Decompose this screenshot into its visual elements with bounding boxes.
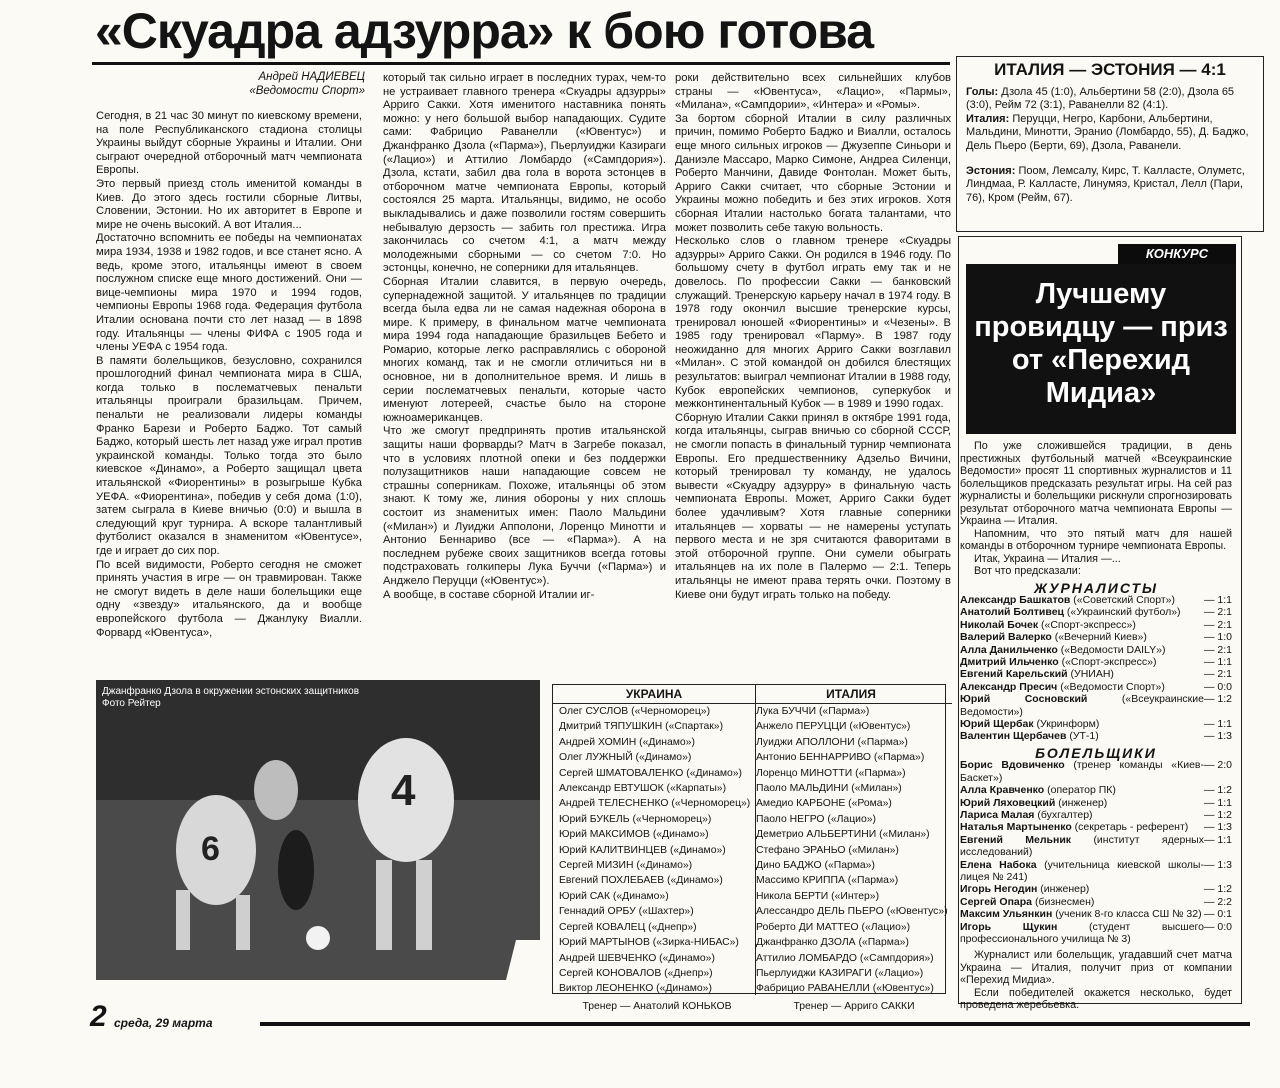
predictor-name: Максим Ульянкин — [960, 908, 1053, 921]
predicted-score: — 2:0 — [1203, 759, 1232, 772]
predictor — [960, 821, 1188, 833]
contest-prompt: Итак, Украина — Италия —... — [974, 552, 1121, 565]
headline-rule — [92, 62, 950, 65]
prediction-row — [960, 784, 1232, 796]
predicted-score: — 1:3 — [1203, 858, 1232, 871]
player-entry: Лоренцо МИНОТТИ («Парма») — [756, 767, 906, 779]
contest-outro-2: Если победителей окажется несколько, будет проведена жеребьевка. — [960, 986, 1232, 1012]
predicted-score: — 1:2 — [1203, 693, 1232, 706]
predicted-score: — 2:1 — [1203, 668, 1232, 681]
predictor-name: Наталья Мартыненко — [960, 821, 1072, 834]
predictor-name: Игорь Негодин — [960, 883, 1038, 896]
predicted-score: — 1:2 — [1203, 784, 1232, 797]
predicted-score: — 0:0 — [1203, 680, 1232, 693]
goals-label: Голы: — [966, 86, 999, 98]
predictor-org: («Украинский футбол») — [1064, 606, 1181, 619]
player-entry: Луиджи АПОЛЛОНИ («Парма») — [756, 736, 908, 748]
player-entry: Сергей ШМАТОВАЛЕНКО («Динамо») — [559, 767, 743, 779]
predictor-org: («Спорт-экспресс») — [1038, 618, 1136, 631]
player-entry: Лука БУЧЧИ («Парма») — [756, 706, 870, 717]
ukraine-lineup — [553, 685, 756, 1012]
player-entry: Алессандро ДЕЛЬ ПЬЕРО («Ювентус») — [756, 906, 948, 918]
predictor-org: («Вечерний Киев») — [1051, 631, 1147, 644]
player-entry: Массимо КРИППА («Парма») — [756, 875, 899, 887]
player-entry: Андрей ТЕЛЕСНЕНКО («Черноморец») — [559, 798, 751, 810]
prediction-row — [960, 883, 1232, 895]
predicted-score: — 2:1 — [1203, 618, 1232, 631]
ukraine-heading: УКРАИНА — [553, 685, 755, 704]
prediction-row — [960, 834, 1232, 859]
predictor-org: (УТ-1) — [1066, 730, 1099, 743]
goals-line — [966, 86, 1250, 113]
predicted-score: — 0:1 — [1203, 908, 1232, 921]
prediction-row — [960, 644, 1232, 656]
italy-lineup-line — [966, 113, 1250, 153]
predictor — [960, 594, 1175, 606]
outlet: «Ведомости Спорт» — [249, 85, 365, 97]
predicted-score: — 1:1 — [1203, 718, 1232, 731]
predictor-name: Елена Набока — [960, 858, 1037, 871]
player-entry: Геннадий ОРБУ («Шахтер») — [559, 906, 694, 918]
player-entry: Стефано ЭРАНЬО («Милан») — [756, 844, 899, 856]
prediction-row — [960, 718, 1232, 730]
predictor — [960, 908, 1202, 920]
photo-credit: Фото Рейтер — [102, 698, 161, 709]
italy-text: Перуцци, Негро, Карбони, Альбертини, Мальдини, Минотти, Эранио (Ломбардо, 55), Д. Баджо, Дель Пьеро (Берти, 69), Дзола, Раванели. — [966, 112, 1249, 152]
match-photo-image — [96, 680, 540, 980]
svg-text:4: 4 — [391, 766, 416, 815]
predicted-score: — 1:1 — [1203, 833, 1232, 846]
predictor-name: Юрий Ляховецкий — [960, 796, 1056, 809]
contest-prompt-2: Вот что предсказали: — [974, 565, 1081, 577]
player-entry: Александр ЕВТУШОК («Карпаты») — [559, 783, 727, 795]
player-entry: Паоло МАЛЬДИНИ («Милан») — [756, 783, 902, 795]
author: Андрей НАДИЕВЕЦ — [258, 71, 365, 83]
player-entry: Фабрицио РАВАНЕЛЛИ («Ювентус») — [756, 983, 934, 995]
player-entry: Сергей КОВАЛЕЦ («Днепр») — [559, 921, 697, 933]
predictor — [960, 921, 1204, 946]
predictor-org: (тренер команды «Киев-Баскет») — [960, 759, 1204, 784]
prediction-row — [960, 896, 1232, 908]
predictor-org: (бизнесмен) — [1032, 895, 1095, 908]
predictor-name: Сергей Опара — [960, 895, 1033, 908]
contest-title: Лучшему провидцу — приз от «Перехид Мидиа» — [966, 264, 1236, 434]
player-entry: Андрей ШЕВЧЕНКО («Динамо») — [559, 952, 715, 964]
prediction-row — [960, 681, 1232, 693]
ukraine-players — [559, 704, 755, 997]
prediction-row — [960, 606, 1232, 618]
predictor — [960, 797, 1107, 809]
italy-coach: Тренер — Арриго САККИ — [793, 1000, 915, 1012]
prediction-row — [960, 619, 1232, 631]
prediction-row — [960, 730, 1232, 742]
prediction-row — [960, 594, 1232, 606]
prediction-row — [960, 693, 1232, 718]
player-entry: Никола БЕРТИ («Интер») — [756, 890, 880, 902]
player-entry: Юрий САК («Динамо») — [559, 890, 669, 902]
prediction-row — [960, 921, 1232, 946]
predictor-name: Александр Башкатов — [960, 594, 1071, 606]
predictor-name: Борис Вдовиченко — [960, 759, 1065, 772]
predicted-score: — 1:1 — [1203, 796, 1232, 809]
predictor-org: («Ведомости Спорт») — [1057, 680, 1165, 693]
predictor-name: Алла Кравченко — [960, 784, 1045, 797]
predicted-score: — 2:1 — [1203, 606, 1232, 619]
predictor-name: Евгений Карельский — [960, 668, 1068, 681]
goals-text: Дзола 45 (1:0), Альбертини 58 (2:0), Дзола 65 (3:0), Рейм 72 (3:1), Раванелли 82 (4:1). — [966, 86, 1235, 112]
predictor-org: (ученик 8-го класса СШ № 32) — [1052, 908, 1202, 921]
predictor — [960, 656, 1156, 668]
player-entry: Анжело ПЕРУЦЦИ («Ювентус») — [756, 721, 911, 733]
player-entry: Аттилио ЛОМБАРДО («Сампдория») — [756, 952, 934, 964]
article-column-1: Сегодня, в 21 час 30 минут по киевскому времени, на поле Республиканского стадиона столицы Украины выйдут сборные Украины и Италии. Они сыграют очередной отборочный матч чемпионата Европы. Это первый приезд столь именитой команды в Киев. До этого здесь гостили сборные Литвы, Словении, Эстонии. Но их авторитет в Европе и мире не очень высокий. А вот Италия... Достаточно вспомнить ее победы на чемпионатах мира 1934, 1938 и 1982 годов, и все станет ясно. А ведь, кроме этого, итальянцы имеют в своем послужном списке еще много достижений. Они — вице-чемпионы мира 1970 и 1994 годов, чемпионы Европы 1968 года. Федерация футбола Италии основана почти сто лет назад — в 1898 году. Итальянцы — члены ФИФА с 1905 года и члены УЕФА с 1954 года. В памяти болельщиков, безусловно, сохранился прошлогодний финал чемпионата мира в США, когда только в послематчевых пенальти итальянцы проиграли бразильцам. Причем, пенальти не реализовали лидеры команды Франко Барези и Роберто Баджо. Тот самый Баджо, который шесть лет назад уже играл против украинской команды. Только тогда это было киевское «Динамо», а Роберто защищал цвета итальянской «Фиорентины» в розыгрыше Кубка УЕФА. «Фиорентина», победив у себя дома (1:0), затем сыграла в Киеве вничью (0:0) и вышла в следующий круг турнира. А вскоре талантливый футболист оказался в знаменитом «Ювентусе», где и играет до сих пор. По всей видимости, Роберто сегодня не сможет принять участия в игре — он травмирован. Также не смогут видеть в деле наши болельщики еще одну «звезду» итальянского, да и вообще европейского футбола — Джанлуку Виалли. Форвард «Ювентуса», — [96, 110, 362, 639]
predicted-score: — 1:2 — [1203, 883, 1232, 896]
predictor-name: Николай Бочек — [960, 618, 1039, 631]
predictor — [960, 718, 1099, 730]
predictor — [960, 730, 1099, 742]
predictor-name: Евгений Мельник — [960, 833, 1072, 846]
predictor-org: (Укринформ) — [1033, 718, 1100, 731]
player-entry: Деметрио АЛЬБЕРТИНИ («Милан») — [756, 829, 930, 841]
predictor — [960, 759, 1204, 784]
predicted-score: — 1:1 — [1203, 594, 1232, 606]
italy-lineup — [750, 685, 952, 1014]
prediction-row — [960, 809, 1232, 821]
predictor-name: Анатолий Болтивец — [960, 606, 1064, 619]
contest-outro-1: Журналист или болельщик, угадавший счет матча Украина — Италия, получит приз от компании «Перехид Мидиа». — [960, 949, 1232, 987]
predictor-name: Юрий Щербак — [960, 718, 1034, 731]
article-column-3: роки действительно всех сильнейших клубов страны — «Ювентуса», «Лацио», «Пармы», «Милана», «Сампдории», «Интера» и «Ромы». За бортом сборной Италии в силу различных причин, помимо Роберто Баджо и Виалли, осталось еще много сильных игроков — Джузеппе Синьори и Даниэле Массаро, Марко Симоне, Андреа Силенци, Роберто Манчини, Давиде Фонтолан. Может быть, Арриго Сакки считает, что сборные Эстонии и Украины можно победить и без этих игроков. Хотя сборная Италии настолько богата талантами, что может позволить себе такую вольность. Несколько слов о главном тренере «Скуадры адзурры» Арриго Сакки. Он родился в 1946 году. По большому счету в футбол играть ему так и не довелось. По профессии Сакки — банковский служащий. Тренерскую карьеру начал в 1974 году. В 1978 году окончил высшие тренерские курсы, тренировал юношей «Фиорентины» и «Чезены». В 1985 году тренировал «Парму». В 1987 году неожиданно для многих Арриго Сакки возглавил «Милан». С этой командой он добился блестящих результатов: выиграл чемпионат Италии в 1988 году, Кубок европейских чемпионов, суперкубок и межконтинентальный Кубок — в 1989 и 1990 годах. Сборную Италии Сакки принял в октябре 1991 года, когда итальянцы, сыграв вничью со сборной СССР, не смогли попасть в финальный турнир чемпионата Европы. Его предшественнику Адзельо Вичини, который тренировал ту команду, не удалось вывести «Скуадру адзурру» в финальную часть чемпионата Европы. Может, Арриго Сакки будет более удачливым? Хотя главные соперники итальянцев — хорваты — не намерены уступать первого места и не зря считаются фаворитами в этой отборочной группе. Они сумели обыграть итальянцев на их поле в Палермо — 2:1. Теперь итальянцы не имеют права терять очки. Поэтому в Киеве они будут играть только на победу. — [675, 72, 951, 601]
predictor — [960, 631, 1147, 643]
predictor-org: («Спорт-экспресс») — [1058, 656, 1157, 669]
predictor-name: Александр Пресич — [960, 680, 1058, 693]
predictor-org: (инженер) — [1037, 883, 1090, 896]
prediction-row — [960, 631, 1232, 643]
player-entry: Андрей ХОМИН («Динамо») — [559, 736, 695, 748]
contest-body — [960, 440, 1232, 1012]
journalists-list — [960, 594, 1232, 743]
predictor-name: Валерий Валерко — [960, 631, 1052, 644]
player-entry: Юрий МАКСИМОВ («Динамо») — [559, 829, 709, 841]
predicted-score: — 1:2 — [1203, 809, 1232, 821]
headline: «Скуадра адзурра» к бою готова — [95, 3, 874, 59]
predictor-name: Юрий Сосновский — [960, 693, 1088, 706]
photo-caption — [102, 686, 359, 710]
player-entry: Сергей КОНОВАЛОВ («Днепр») — [559, 967, 713, 979]
predictor — [960, 834, 1204, 859]
prediction-row — [960, 908, 1232, 920]
player-entry: Сергей МИЗИН («Динамо») — [559, 860, 693, 872]
predictor-org: («Всеукраинские Ведомости») — [960, 693, 1204, 718]
journalists-heading: ЖУРНАЛИСТЫ — [1033, 579, 1158, 596]
contest-note: Напомним, что это пятый матч для нашей команды в отборочном турнире чемпионата Европы. — [960, 527, 1232, 552]
predictor — [960, 606, 1181, 618]
predictor-org: (институт ядерных исследований) — [960, 833, 1204, 859]
footer-rule — [260, 1022, 1250, 1026]
prediction-row — [960, 797, 1232, 809]
player-entry: Паоло НЕГРО («Лацио») — [756, 813, 876, 825]
player-entry: Пьерлуиджи КАЗИРАГИ («Лацио») — [756, 967, 924, 979]
predictor — [960, 883, 1089, 895]
predictor — [960, 668, 1114, 680]
predicted-score: — 0:0 — [1203, 920, 1232, 933]
svg-text:6: 6 — [201, 830, 220, 868]
fans-list — [960, 759, 1232, 945]
predictor — [960, 681, 1165, 693]
photo-caption-text: Джанфранко Дзола в окружении эстонских защитников — [102, 686, 360, 697]
player-entry: Юрий МАРТЫНОВ («Зирка-НИБАС») — [559, 937, 739, 949]
predicted-score: — 1:0 — [1203, 631, 1232, 644]
prediction-row — [960, 668, 1232, 680]
issue-date: среда, 29 марта — [114, 1016, 213, 1030]
predicted-score: — 1:1 — [1203, 656, 1232, 669]
predictor-org: (учительница киевской школы-лицея № 241) — [960, 858, 1204, 884]
predictor-org: («Ведомости DAILY») — [1057, 643, 1166, 656]
player-entry: Юрий БУКЕЛЬ («Черноморец») — [559, 813, 712, 825]
predictor-org: («Советский Спорт») — [1070, 594, 1175, 606]
predictor-org: (бухгалтер) — [1034, 809, 1093, 821]
italy-label: Италия: — [966, 112, 1010, 125]
player-entry: Олег ЛУЖНЫЙ («Динамо») — [559, 752, 692, 764]
predictor — [960, 859, 1204, 884]
page-number: 2 — [90, 1000, 107, 1033]
italy-players — [756, 704, 952, 997]
player-entry: Юрий КАЛИТВИНЦЕВ («Динамо») — [559, 844, 726, 856]
prediction-row — [960, 656, 1232, 668]
prediction-row — [960, 821, 1232, 833]
ukraine-coach: Тренер — Анатолий КОНЬКОВ — [582, 1000, 732, 1012]
player-entry: Антонио БЕННАРРИВО («Парма») — [756, 752, 925, 764]
predicted-score: — 2:1 — [1203, 643, 1232, 656]
predictor-org: (студент высшего профессионального училища № 3) — [960, 920, 1204, 946]
player-entry: Олег СУСЛОВ («Черноморец») — [559, 706, 711, 717]
predictor-name: Дмитрий Ильченко — [960, 656, 1059, 669]
prediction-row — [960, 859, 1232, 884]
player-entry: Джанфранко ДЗОЛА («Парма») — [756, 937, 909, 949]
predictor-org: (инженер) — [1055, 796, 1108, 809]
fans-heading: БОЛЕЛЬЩИКИ — [1035, 744, 1157, 761]
predictor — [960, 693, 1204, 718]
predictor-name: Игорь Щукин — [960, 920, 1058, 933]
score-details — [958, 80, 1258, 205]
contest-tag: КОНКУРС — [1118, 244, 1236, 264]
byline — [230, 70, 365, 98]
predicted-score: — 1:3 — [1203, 730, 1232, 743]
article-column-2: который так сильно играет в последних турах, чем-то не устраивает главного тренера «Скуадры адзурры» Арриго Сакки. Хотя именитого наставника понять можно: у него большой выбор нападающих. Судите сами: Фабрицио Раванелли («Ювентус») и Джанфранко Дзола («Парма»), Пьерлуиджи Казираги («Лацио») и Аттилио Ломбардо («Сампдория»). Дзола, кстати, забил два гола в ворота эстонцев в отборочном матче чемпионата Европы, который состоялся 25 марта. Итальянцы, видимо, не особо выкладывались и даже позволили гостям совершить небывалую дерзость — забить гол престижа. Игра закончилась со счетом 4:1, а матч между молодежными сборными — со счетом 7:0. Но эстонцы, конечно, не соперники для итальянцев. Сборная Италии славится, в первую очередь, супернадежной защитой. У итальянцев по традиции всегда была едва ли не самая надежная оборона в мире. К примеру, в финальном матче чемпионата мира 1994 года нападающие бразильцев Бебето и Ромарио, которые легко расправлялись с обороной многих команд, так и не смогли отличиться ни в основное, ни в дополнительное время. И лишь в серии послематчевых пенальти, которые часто именуют лотереей, счастье было на стороне южноамериканцев. Что же смогут предпринять против итальянской защиты наши форварды? Матч в Загребе показал, что в условиях плотной опеки и без поддержки полузащитников наши нападающие совсем не страшны соперникам. Похоже, итальянцы об этом знают. К тому же, линия обороны у них сплошь состоит из знаменитых имен: Паоло Мальдини («Милан») и Луиджи Апполони, Лоренцо Минотти и Антонио Беннариво (все — «Парма»). А на последнем рубеже своих защитников всегда готовы подстраховать голкиперы Лука Буччи («Парма») и Анджело Перуцци («Ювентус»). А вообще, в составе сборной Италии иг- — [383, 72, 666, 601]
predictor-org: (секретарь - референт) — [1071, 821, 1189, 834]
player-entry: Виктор ЛЕОНЕНКО («Динамо») — [559, 983, 712, 995]
estonia-lineup-line — [966, 165, 1250, 205]
estonia-label: Эстония: — [966, 165, 1016, 178]
player-entry: Дино БАДЖО («Парма») — [756, 860, 875, 872]
predictor — [960, 809, 1093, 821]
predictor — [960, 896, 1094, 908]
player-entry: Евгений ПОХЛЕБАЕВ («Динамо») — [559, 875, 723, 887]
predicted-score: — 1:3 — [1203, 821, 1232, 834]
predictor-name: Лариса Малая — [960, 809, 1035, 821]
estonia-text: Поом, Лемсалу, Кирс, Т. Калласте, Олуметс, Линдмаа, Р. Калласте, Линумяэ, Кристал, Лелл (Пари, 76), Кром (Рейм, 67). — [966, 165, 1245, 204]
player-entry: Дмитрий ТЯПУШКИН («Спартак») — [559, 721, 724, 733]
score-title: ИТАЛИЯ — ЭСТОНИЯ — 4:1 — [994, 60, 1226, 79]
predictor — [960, 619, 1136, 631]
player-entry: Амедио КАРБОНЕ («Рома») — [756, 798, 892, 810]
predicted-score: — 2:2 — [1203, 895, 1232, 908]
lineups-table — [552, 684, 948, 1012]
predictor — [960, 784, 1116, 796]
italy-heading: ИТАЛИЯ — [750, 685, 952, 704]
player-entry: Роберто ДИ МАТТЕО («Лацио») — [756, 921, 911, 933]
match-photo — [96, 680, 540, 980]
contest-intro: По уже сложившейся традиции, в день престижных футбольный матчей «Всеукраинские Ведомости» просят 11 спортивных журналистов и 11 болельщиков предсказать результат игры. На сей раз журналисты и болельщики рискнули спрогнозировать результат отборочного матча чемпионата Европы — Украина — Италия. — [960, 440, 1232, 527]
predictor-name: Валентин Щербачев — [960, 730, 1067, 743]
predictor-org: (оператор ПК) — [1044, 784, 1116, 797]
predictor-name: Алла Данильченко — [960, 643, 1058, 656]
predictor-org: (УНИАН) — [1067, 668, 1114, 681]
predictor — [960, 644, 1165, 656]
prediction-row — [960, 759, 1232, 784]
